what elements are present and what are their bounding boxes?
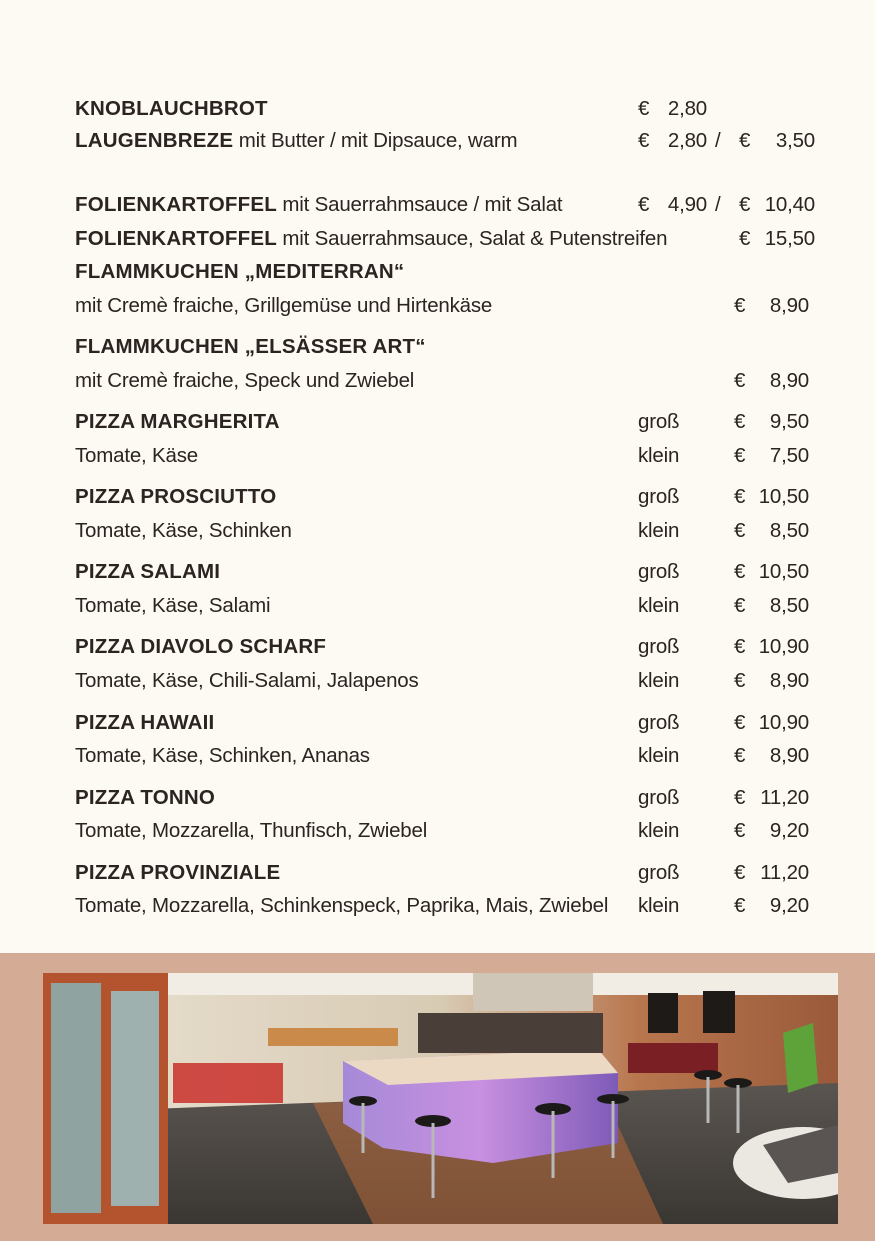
menu-item-flammkuchen-mediterran: [75, 259, 835, 285]
size-label: groß: [638, 410, 680, 433]
price-big: 10,90: [758, 635, 809, 658]
pizza-toppings: Tomate, Käse, Schinken, Ananas: [75, 744, 370, 767]
item-description: mit Butter / mit Dipsauce, warm: [233, 129, 518, 152]
item-price: 2,80: [667, 129, 707, 152]
item-description: mit Sauerrahmsauce / mit Salat: [276, 193, 563, 216]
item-name: FOLIENKARTOFFEL: [75, 193, 277, 216]
pizza-salami-details: [75, 593, 835, 619]
item-price: 4,90: [667, 193, 707, 216]
menu-item-knoblauchbrot: [75, 96, 835, 122]
pizza-salami: [75, 559, 835, 585]
item-name: FLAMMKUCHEN „MEDITERRAN“: [75, 260, 405, 283]
item-name: FLAMMKUCHEN „ELSÄSSER ART“: [75, 335, 426, 358]
pizza-provinziale: [75, 860, 835, 886]
item-price: 15,50: [764, 227, 815, 250]
size-label: klein: [638, 594, 680, 617]
pizza-margherita-details: [75, 443, 835, 469]
bar-interior-photo: [43, 973, 838, 1224]
price-small: 7,50: [769, 444, 809, 467]
currency-symbol: €: [638, 129, 650, 152]
price-big: 11,20: [760, 861, 809, 884]
price-small: 9,20: [769, 894, 809, 917]
size-label: klein: [638, 444, 680, 467]
pizza-prosciutto-details: [75, 518, 835, 544]
currency-symbol: €: [734, 444, 746, 467]
menu-item-laugenbreze: [75, 128, 835, 154]
item-name: LAUGENBREZE: [75, 129, 234, 152]
currency-symbol: €: [734, 786, 746, 809]
item-name: KNOBLAUCHBROT: [75, 97, 268, 120]
item-price-alt: 3,50: [775, 129, 815, 152]
pizza-name: PIZZA MARGHERITA: [75, 410, 280, 433]
pizza-tonno: [75, 785, 835, 811]
pizza-name: PIZZA SALAMI: [75, 560, 221, 583]
menu-item-flammkuchen-elsaesser-details: [75, 368, 835, 394]
item-price: 8,90: [769, 369, 809, 392]
menu-item-flammkuchen-elsaesser: [75, 334, 835, 360]
bar-interior-illustration: [43, 973, 838, 1224]
price-small: 8,50: [769, 519, 809, 542]
currency-symbol: €: [734, 369, 746, 392]
currency-symbol: €: [734, 410, 746, 433]
price-small: 8,50: [769, 594, 809, 617]
pizza-hawaii: [75, 710, 835, 736]
currency-symbol: €: [734, 894, 746, 917]
price-separator: /: [715, 129, 721, 152]
pizza-prosciutto: [75, 484, 835, 510]
menu-item-folienkartoffel-2: [75, 226, 835, 252]
item-description: mit Cremè fraiche, Grillgemüse und Hirtenkäse: [75, 294, 493, 317]
currency-symbol: €: [734, 560, 746, 583]
size-label: groß: [638, 485, 680, 508]
item-name: FOLIENKARTOFFEL: [75, 227, 277, 250]
price-big: 9,50: [769, 410, 809, 433]
currency-symbol: €: [734, 294, 746, 317]
pizza-name: PIZZA PROVINZIALE: [75, 861, 281, 884]
size-label: klein: [638, 894, 680, 917]
item-description: mit Cremè fraiche, Speck und Zwiebel: [75, 369, 415, 392]
pizza-margherita: [75, 409, 835, 435]
pizza-toppings: Tomate, Käse, Salami: [75, 594, 271, 617]
currency-symbol: €: [734, 485, 746, 508]
pizza-provinziale-details: [75, 893, 835, 919]
menu-item-folienkartoffel-1: [75, 192, 835, 218]
pizza-diavolo: [75, 634, 835, 660]
item-description: mit Sauerrahmsauce, Salat & Putenstreifen: [276, 227, 668, 250]
size-label: klein: [638, 744, 680, 767]
size-label: groß: [638, 635, 680, 658]
item-price-alt: 10,40: [764, 193, 815, 216]
currency-symbol: €: [734, 669, 746, 692]
menu-item-flammkuchen-mediterran-details: [75, 293, 835, 319]
pizza-diavolo-details: [75, 668, 835, 694]
price-big: 10,50: [758, 560, 809, 583]
currency-symbol: €: [739, 129, 751, 152]
pizza-name: PIZZA TONNO: [75, 786, 216, 809]
currency-symbol: €: [734, 635, 746, 658]
item-price: 2,80: [667, 97, 707, 120]
photo-band: [0, 953, 875, 1241]
currency-symbol: €: [734, 819, 746, 842]
currency-symbol: €: [734, 519, 746, 542]
size-label: klein: [638, 669, 680, 692]
pizza-name: PIZZA PROSCIUTTO: [75, 485, 277, 508]
pizza-toppings: Tomate, Mozzarella, Thunfisch, Zwiebel: [75, 819, 428, 842]
size-label: groß: [638, 786, 680, 809]
item-price: 8,90: [769, 294, 809, 317]
pizza-toppings: Tomate, Käse: [75, 444, 198, 467]
price-big: 10,90: [758, 711, 809, 734]
pizza-toppings: Tomate, Mozzarella, Schinkenspeck, Paprika, Mais, Zwiebel: [75, 894, 609, 917]
pizza-name: PIZZA DIAVOLO SCHARF: [75, 635, 327, 658]
pizza-hawaii-details: [75, 743, 835, 769]
currency-symbol: €: [739, 227, 751, 250]
price-big: 11,20: [760, 786, 809, 809]
currency-symbol: €: [734, 594, 746, 617]
price-small: 8,90: [769, 744, 809, 767]
price-big: 10,50: [758, 485, 809, 508]
price-separator: /: [715, 193, 721, 216]
currency-symbol: €: [638, 97, 650, 120]
size-label: groß: [638, 711, 680, 734]
size-label: groß: [638, 560, 680, 583]
currency-symbol: €: [638, 193, 650, 216]
size-label: klein: [638, 819, 680, 842]
price-small: 8,90: [769, 669, 809, 692]
size-label: groß: [638, 861, 680, 884]
currency-symbol: €: [739, 193, 751, 216]
currency-symbol: €: [734, 744, 746, 767]
pizza-tonno-details: [75, 818, 835, 844]
pizza-name: PIZZA HAWAII: [75, 711, 215, 734]
pizza-toppings: Tomate, Käse, Schinken: [75, 519, 292, 542]
size-label: klein: [638, 519, 680, 542]
pizza-toppings: Tomate, Käse, Chili-Salami, Jalapenos: [75, 669, 419, 692]
price-small: 9,20: [769, 819, 809, 842]
currency-symbol: €: [734, 861, 746, 884]
currency-symbol: €: [734, 711, 746, 734]
